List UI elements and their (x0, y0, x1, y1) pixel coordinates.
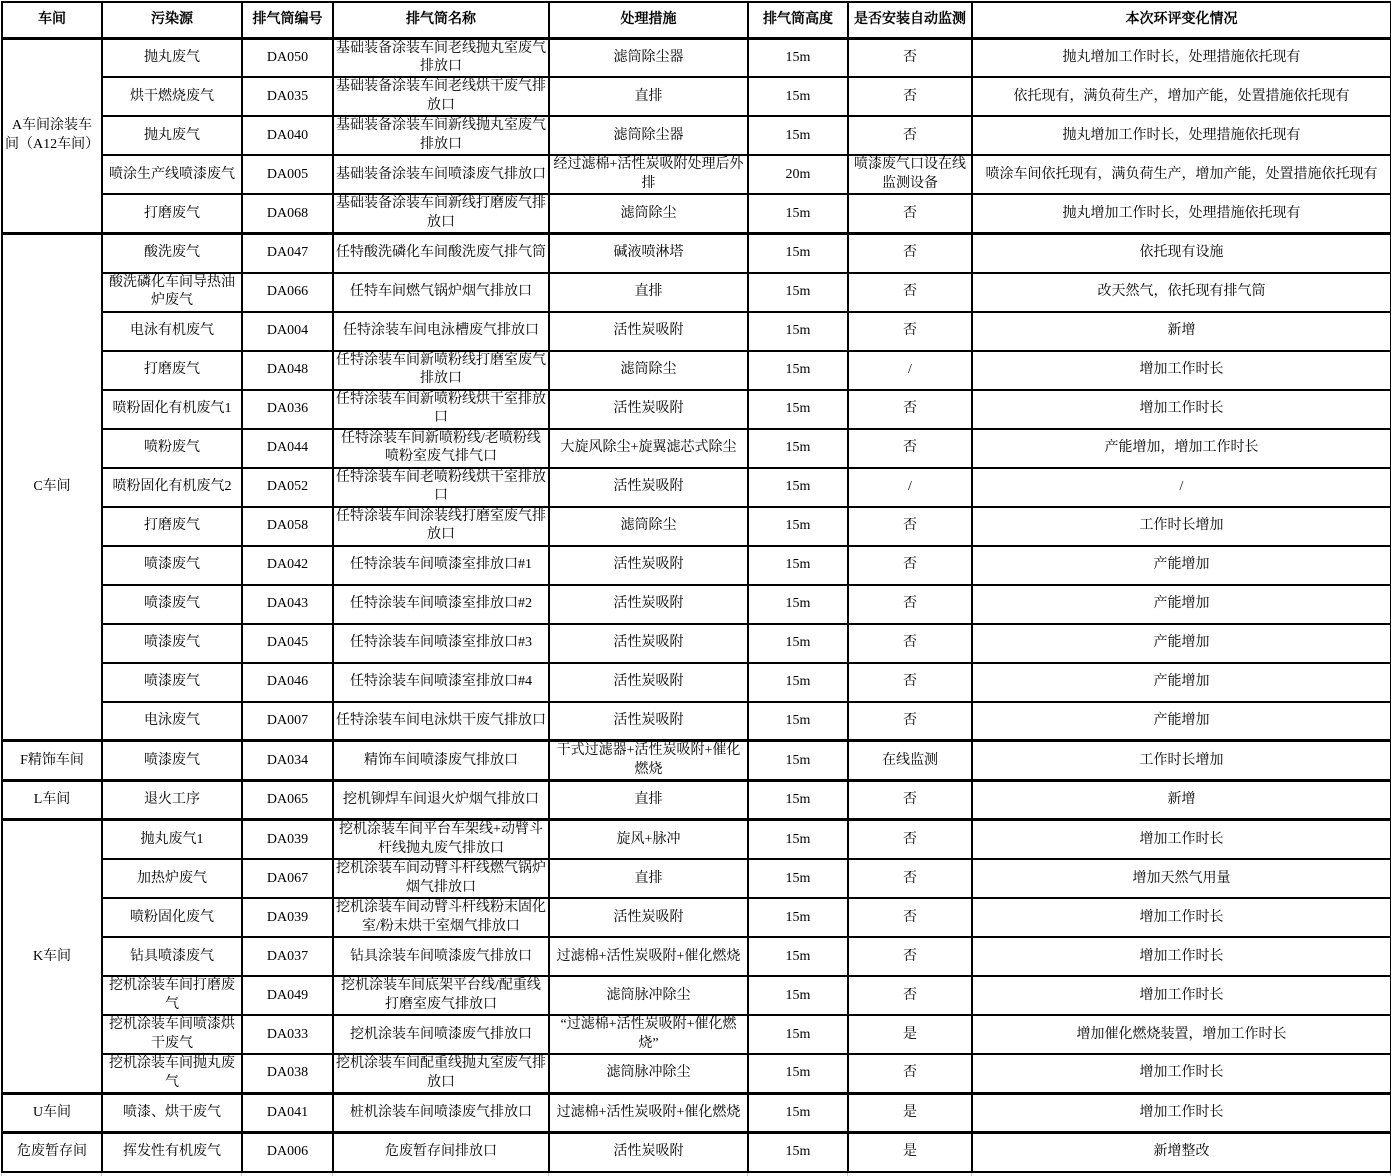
cell-eia-change: 产能增加，增加工作时长 (972, 429, 1391, 468)
cell-stack-height: 15m (748, 273, 848, 312)
cell-stack-height: 15m (748, 312, 848, 351)
table-row (2, 155, 1391, 194)
cell-source: 抛丸废气 (102, 38, 242, 77)
column-header-stack-name: 排气筒名称 (333, 2, 549, 38)
table-row (2, 546, 1391, 585)
cell-auto-monitoring: 否 (848, 194, 972, 233)
cell-eia-change: 抛丸增加工作时长，处理措施依托现有 (972, 116, 1391, 155)
cell-treatment: 经过滤棉+活性炭吸附处理后外排 (549, 155, 748, 194)
table-row (2, 1133, 1391, 1172)
cell-stack-height: 15m (748, 663, 848, 702)
cell-stack-height: 15m (748, 1015, 848, 1054)
cell-treatment: 活性炭吸附 (549, 546, 748, 585)
cell-treatment: 碱液喷淋塔 (549, 234, 748, 273)
cell-source: 喷粉固化废气 (102, 898, 242, 937)
cell-auto-monitoring: 否 (848, 429, 972, 468)
cell-eia-change: / (972, 468, 1391, 507)
cell-source: 挖机涂装车间打磨废气 (102, 976, 242, 1015)
cell-workshop: C车间 (2, 234, 102, 741)
cell-stack-code: DA052 (242, 468, 333, 507)
cell-stack-height: 15m (748, 429, 848, 468)
cell-treatment: 大旋风除尘+旋翼滤芯式除尘 (549, 429, 748, 468)
cell-stack-height: 15m (748, 468, 848, 507)
cell-auto-monitoring: 在线监测 (848, 741, 972, 781)
cell-stack-height: 15m (748, 234, 848, 273)
cell-stack-height: 15m (748, 507, 848, 546)
cell-treatment: 活性炭吸附 (549, 312, 748, 351)
header-row (2, 2, 1391, 38)
cell-source: 挖机涂装车间喷漆烘干废气 (102, 1015, 242, 1054)
cell-source: 喷漆、烘干废气 (102, 1094, 242, 1133)
cell-eia-change: 增加工作时长 (972, 976, 1391, 1015)
cell-source: 抛丸废气 (102, 116, 242, 155)
cell-stack-height: 15m (748, 546, 848, 585)
cell-source: 喷粉固化有机废气1 (102, 390, 242, 429)
cell-eia-change: 依托现有，满负荷生产，增加产能，处置措施依托现有 (972, 77, 1391, 116)
cell-eia-change: 增加工作时长 (972, 351, 1391, 390)
table-row (2, 1015, 1391, 1054)
cell-stack-height: 15m (748, 390, 848, 429)
cell-treatment: 直排 (549, 859, 748, 898)
cell-eia-change: 产能增加 (972, 585, 1391, 624)
cell-source: 酸洗磷化车间导热油炉废气 (102, 273, 242, 312)
emissions-table (1, 1, 1391, 1173)
cell-auto-monitoring: 否 (848, 1054, 972, 1093)
cell-eia-change: 新增整改 (972, 1133, 1391, 1172)
cell-eia-change: 产能增加 (972, 663, 1391, 702)
cell-stack-code: DA005 (242, 155, 333, 194)
cell-eia-change: 增加催化燃烧装置，增加工作时长 (972, 1015, 1391, 1054)
table-row (2, 1094, 1391, 1133)
cell-eia-change: 抛丸增加工作时长，处理措施依托现有 (972, 194, 1391, 233)
cell-stack-height: 15m (748, 624, 848, 663)
cell-stack-code: DA033 (242, 1015, 333, 1054)
cell-stack-code: DA045 (242, 624, 333, 663)
column-header-stack-height: 排气筒高度 (748, 2, 848, 38)
cell-eia-change: 喷涂车间依托现有，满负荷生产，增加产能，处置措施依托现有 (972, 155, 1391, 194)
cell-stack-height: 15m (748, 898, 848, 937)
cell-stack-code: DA067 (242, 859, 333, 898)
cell-stack-height: 15m (748, 820, 848, 859)
cell-treatment: 直排 (549, 77, 748, 116)
cell-treatment: 滤筒除尘器 (549, 116, 748, 155)
cell-auto-monitoring: 否 (848, 38, 972, 77)
cell-treatment: 滤筒除尘器 (549, 38, 748, 77)
cell-stack-height: 15m (748, 585, 848, 624)
cell-eia-change: 增加工作时长 (972, 390, 1391, 429)
cell-eia-change: 增加工作时长 (972, 898, 1391, 937)
cell-auto-monitoring: 否 (848, 702, 972, 741)
cell-stack-height: 15m (748, 859, 848, 898)
cell-treatment: 活性炭吸附 (549, 702, 748, 741)
cell-treatment: 直排 (549, 781, 748, 820)
cell-stack-name: 任特涂装车间新喷粉线/老喷粉线喷粉室废气排气口 (333, 429, 549, 468)
cell-stack-code: DA040 (242, 116, 333, 155)
cell-stack-code: DA041 (242, 1094, 333, 1133)
cell-auto-monitoring: 否 (848, 273, 972, 312)
cell-eia-change: 抛丸增加工作时长，处理措施依托现有 (972, 38, 1391, 77)
cell-stack-name: 任特涂装车间电泳槽废气排放口 (333, 312, 549, 351)
cell-treatment: 活性炭吸附 (549, 585, 748, 624)
cell-eia-change: 产能增加 (972, 702, 1391, 741)
cell-stack-height: 15m (748, 937, 848, 976)
cell-stack-name: 任特涂装车间新喷粉线打磨室废气排放口 (333, 351, 549, 390)
cell-stack-name: 挖机涂装车间喷漆废气排放口 (333, 1015, 549, 1054)
cell-auto-monitoring: / (848, 468, 972, 507)
cell-stack-name: 基础装备涂装车间喷漆废气排放口 (333, 155, 549, 194)
cell-auto-monitoring: 是 (848, 1094, 972, 1133)
table-row (2, 820, 1391, 859)
cell-stack-name: 精饰车间喷漆废气排放口 (333, 741, 549, 781)
table-row (2, 273, 1391, 312)
cell-stack-code: DA042 (242, 546, 333, 585)
cell-treatment: 滤筒脉冲除尘 (549, 976, 748, 1015)
cell-stack-code: DA066 (242, 273, 333, 312)
cell-treatment: 旋风+脉冲 (549, 820, 748, 859)
cell-stack-code: DA065 (242, 781, 333, 820)
table-row (2, 194, 1391, 233)
cell-eia-change: 增加工作时长 (972, 937, 1391, 976)
cell-stack-code: DA043 (242, 585, 333, 624)
cell-treatment: 活性炭吸附 (549, 624, 748, 663)
cell-eia-change: 增加工作时长 (972, 820, 1391, 859)
cell-source: 退火工序 (102, 781, 242, 820)
table-row (2, 898, 1391, 937)
cell-stack-name: 任特车间燃气锅炉烟气排放口 (333, 273, 549, 312)
cell-stack-name: 挖机涂装车间配重线抛丸室废气排放口 (333, 1054, 549, 1093)
table-body (2, 38, 1391, 1172)
cell-stack-height: 15m (748, 976, 848, 1015)
column-header-treatment: 处理措施 (549, 2, 748, 38)
cell-auto-monitoring: 否 (848, 312, 972, 351)
table-row (2, 429, 1391, 468)
cell-source: 烘干燃烧废气 (102, 77, 242, 116)
cell-stack-code: DA039 (242, 898, 333, 937)
cell-stack-code: DA050 (242, 38, 333, 77)
cell-stack-name: 任特涂装车间电泳烘干废气排放口 (333, 702, 549, 741)
cell-auto-monitoring: 否 (848, 859, 972, 898)
cell-eia-change: 产能增加 (972, 624, 1391, 663)
cell-stack-name: 挖机涂装车间平台车架线+动臂斗杆线抛丸废气排放口 (333, 820, 549, 859)
cell-auto-monitoring: 否 (848, 77, 972, 116)
cell-stack-height: 15m (748, 194, 848, 233)
column-header-source: 污染源 (102, 2, 242, 38)
cell-stack-name: 基础装备涂装车间新线抛丸室废气排放口 (333, 116, 549, 155)
cell-auto-monitoring: 否 (848, 585, 972, 624)
cell-source: 电泳有机废气 (102, 312, 242, 351)
cell-source: 喷漆废气 (102, 585, 242, 624)
cell-treatment: 滤筒除尘 (549, 507, 748, 546)
cell-stack-code: DA038 (242, 1054, 333, 1093)
cell-eia-change: 新增 (972, 312, 1391, 351)
cell-stack-name: 桩机涂装车间喷漆废气排放口 (333, 1094, 549, 1133)
cell-stack-name: 挖机涂装车间动臂斗杆线粉末固化室/粉末烘干室烟气排放口 (333, 898, 549, 937)
table-row (2, 312, 1391, 351)
cell-auto-monitoring: 否 (848, 116, 972, 155)
table-row (2, 859, 1391, 898)
cell-treatment: 滤筒脉冲除尘 (549, 1054, 748, 1093)
cell-auto-monitoring: 否 (848, 234, 972, 273)
cell-stack-name: 挖机铆焊车间退火炉烟气排放口 (333, 781, 549, 820)
cell-stack-code: DA046 (242, 663, 333, 702)
cell-stack-height: 15m (748, 1133, 848, 1172)
cell-source: 钻具喷漆废气 (102, 937, 242, 976)
cell-auto-monitoring: 否 (848, 898, 972, 937)
column-header-workshop: 车间 (2, 2, 102, 38)
cell-stack-code: DA049 (242, 976, 333, 1015)
cell-treatment: 活性炭吸附 (549, 390, 748, 429)
cell-source: 抛丸废气1 (102, 820, 242, 859)
cell-treatment: 滤筒除尘 (549, 194, 748, 233)
cell-stack-code: DA035 (242, 77, 333, 116)
cell-stack-code: DA047 (242, 234, 333, 273)
table-row (2, 585, 1391, 624)
cell-treatment: 活性炭吸附 (549, 1133, 748, 1172)
cell-auto-monitoring: 否 (848, 624, 972, 663)
cell-auto-monitoring: 否 (848, 507, 972, 546)
column-header-auto-monitoring: 是否安装自动监测 (848, 2, 972, 38)
cell-stack-name: 钻具涂装车间喷漆废气排放口 (333, 937, 549, 976)
cell-auto-monitoring: 是 (848, 1015, 972, 1054)
cell-stack-name: 任特涂装车间新喷粉线烘干室排放口 (333, 390, 549, 429)
cell-stack-name: 任特涂装车间喷漆室排放口#1 (333, 546, 549, 585)
cell-stack-name: 基础装备涂装车间新线打磨废气排放口 (333, 194, 549, 233)
cell-source: 喷漆废气 (102, 741, 242, 781)
cell-stack-code: DA036 (242, 390, 333, 429)
cell-stack-code: DA039 (242, 820, 333, 859)
cell-stack-height: 15m (748, 741, 848, 781)
cell-stack-name: 挖机涂装车间动臂斗杆线燃气锅炉烟气排放口 (333, 859, 549, 898)
cell-source: 喷粉固化有机废气2 (102, 468, 242, 507)
cell-eia-change: 工作时长增加 (972, 741, 1391, 781)
cell-auto-monitoring: / (848, 351, 972, 390)
table-row (2, 741, 1391, 781)
cell-treatment: 活性炭吸附 (549, 663, 748, 702)
cell-stack-height: 15m (748, 77, 848, 116)
cell-stack-height: 15m (748, 351, 848, 390)
cell-stack-code: DA044 (242, 429, 333, 468)
cell-workshop: L车间 (2, 781, 102, 820)
table-row (2, 781, 1391, 820)
cell-source: 喷漆废气 (102, 663, 242, 702)
cell-stack-height: 15m (748, 116, 848, 155)
cell-eia-change: 增加工作时长 (972, 1094, 1391, 1133)
table-row (2, 1054, 1391, 1093)
cell-treatment: 活性炭吸附 (549, 898, 748, 937)
cell-source: 打磨废气 (102, 507, 242, 546)
cell-stack-name: 任特涂装车间老喷粉线烘干室排放口 (333, 468, 549, 507)
table-row (2, 937, 1391, 976)
table-row (2, 663, 1391, 702)
cell-eia-change: 增加工作时长 (972, 1054, 1391, 1093)
cell-eia-change: 改天然气，依托现有排气筒 (972, 273, 1391, 312)
cell-auto-monitoring: 否 (848, 663, 972, 702)
cell-source: 喷漆废气 (102, 546, 242, 585)
cell-treatment: 过滤棉+活性炭吸附+催化燃烧 (549, 1094, 748, 1133)
cell-workshop: K车间 (2, 820, 102, 1094)
cell-stack-code: DA048 (242, 351, 333, 390)
cell-treatment: 过滤棉+活性炭吸附+催化燃烧 (549, 937, 748, 976)
cell-source: 挥发性有机废气 (102, 1133, 242, 1172)
table-row (2, 468, 1391, 507)
table-row (2, 702, 1391, 741)
table-row (2, 390, 1391, 429)
cell-source: 打磨废气 (102, 351, 242, 390)
cell-stack-name: 危废暂存间排放口 (333, 1133, 549, 1172)
cell-stack-code: DA037 (242, 937, 333, 976)
cell-eia-change: 产能增加 (972, 546, 1391, 585)
cell-auto-monitoring: 否 (848, 390, 972, 429)
cell-eia-change: 依托现有设施 (972, 234, 1391, 273)
cell-stack-height: 15m (748, 38, 848, 77)
cell-treatment: 滤筒除尘 (549, 351, 748, 390)
cell-stack-name: 任特涂装车间喷漆室排放口#3 (333, 624, 549, 663)
cell-source: 电泳废气 (102, 702, 242, 741)
cell-workshop: U车间 (2, 1094, 102, 1133)
cell-workshop: 危废暂存间 (2, 1133, 102, 1172)
cell-auto-monitoring: 否 (848, 937, 972, 976)
cell-stack-code: DA068 (242, 194, 333, 233)
cell-stack-code: DA006 (242, 1133, 333, 1172)
table-row (2, 507, 1391, 546)
cell-stack-code: DA058 (242, 507, 333, 546)
cell-eia-change: 新增 (972, 781, 1391, 820)
cell-auto-monitoring: 否 (848, 546, 972, 585)
cell-auto-monitoring: 否 (848, 781, 972, 820)
cell-auto-monitoring: 喷漆废气口设在线监测设备 (848, 155, 972, 194)
cell-source: 喷涂生产线喷漆废气 (102, 155, 242, 194)
cell-stack-name: 任特涂装车间涂装线打磨室废气排放口 (333, 507, 549, 546)
cell-source: 喷粉废气 (102, 429, 242, 468)
cell-stack-name: 基础装备涂装车间老线抛丸室废气排放口 (333, 38, 549, 77)
cell-treatment: 干式过滤器+活性炭吸附+催化燃烧 (549, 741, 748, 781)
cell-source: 喷漆废气 (102, 624, 242, 663)
column-header-eia-change: 本次环评变化情况 (972, 2, 1391, 38)
cell-stack-height: 20m (748, 155, 848, 194)
cell-stack-height: 15m (748, 1094, 848, 1133)
cell-stack-code: DA007 (242, 702, 333, 741)
cell-auto-monitoring: 否 (848, 976, 972, 1015)
cell-stack-height: 15m (748, 1054, 848, 1093)
table-row (2, 116, 1391, 155)
cell-workshop: F精饰车间 (2, 741, 102, 781)
cell-eia-change: 工作时长增加 (972, 507, 1391, 546)
cell-source: 打磨废气 (102, 194, 242, 233)
table-row (2, 38, 1391, 77)
table-row (2, 351, 1391, 390)
cell-auto-monitoring: 否 (848, 820, 972, 859)
cell-stack-name: 任特酸洗磷化车间酸洗废气排气筒 (333, 234, 549, 273)
cell-stack-code: DA004 (242, 312, 333, 351)
cell-treatment: “过滤棉+活性炭吸附+催化燃烧” (549, 1015, 748, 1054)
column-header-stack-code: 排气筒编号 (242, 2, 333, 38)
cell-auto-monitoring: 是 (848, 1133, 972, 1172)
cell-stack-name: 基础装备涂装车间老线烘干废气排放口 (333, 77, 549, 116)
cell-stack-code: DA034 (242, 741, 333, 781)
cell-stack-height: 15m (748, 702, 848, 741)
table-row (2, 234, 1391, 273)
cell-treatment: 活性炭吸附 (549, 468, 748, 507)
table-row (2, 976, 1391, 1015)
cell-workshop: A车间涂装车间（A12车间） (2, 38, 102, 234)
cell-treatment: 直排 (549, 273, 748, 312)
cell-source: 加热炉废气 (102, 859, 242, 898)
cell-source: 挖机涂装车间抛丸废气 (102, 1054, 242, 1093)
cell-source: 酸洗废气 (102, 234, 242, 273)
cell-stack-name: 挖机涂装车间底架平台线/配重线打磨室废气排放口 (333, 976, 549, 1015)
cell-stack-name: 任特涂装车间喷漆室排放口#2 (333, 585, 549, 624)
cell-stack-height: 15m (748, 781, 848, 820)
table-row (2, 77, 1391, 116)
table-row (2, 624, 1391, 663)
cell-eia-change: 增加天然气用量 (972, 859, 1391, 898)
cell-stack-name: 任特涂装车间喷漆室排放口#4 (333, 663, 549, 702)
